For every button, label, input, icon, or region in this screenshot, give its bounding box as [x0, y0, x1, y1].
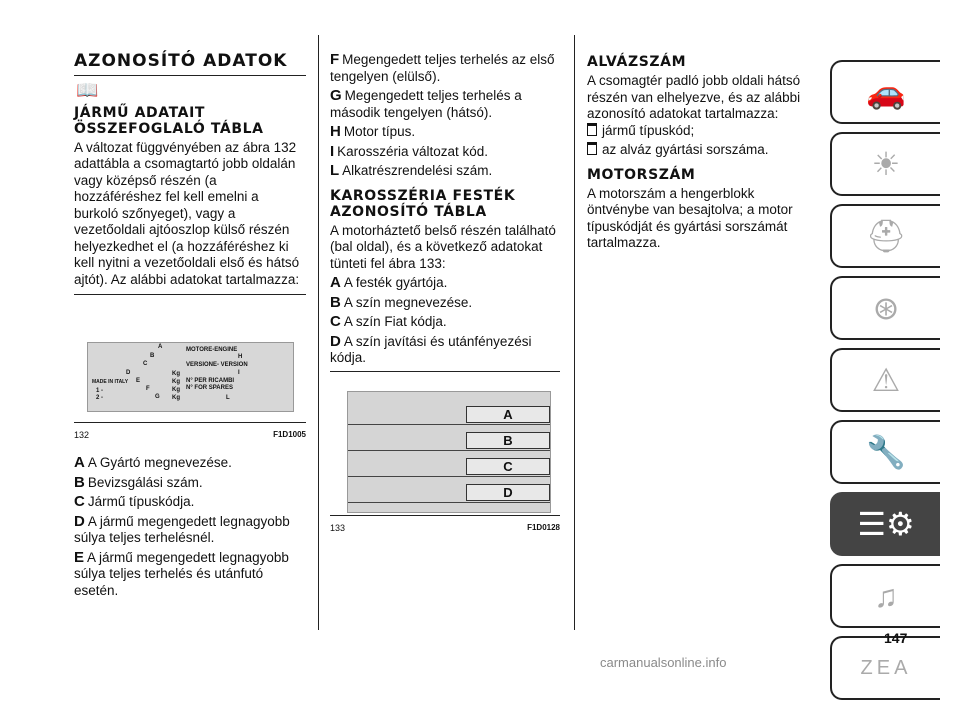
- paint-data-plate: [347, 391, 551, 513]
- vehicle-data-plate: [87, 342, 294, 412]
- page-number: 147: [884, 630, 908, 646]
- figure-rule: [74, 294, 306, 295]
- plate-made-in: MADE IN ITALY: [92, 379, 129, 385]
- dashboard-lights-icon: ☀: [871, 146, 901, 182]
- legend-text: A szín javítási és utánfényezési kódja.: [330, 333, 532, 365]
- legend-item: [330, 163, 560, 180]
- bullet-item: [587, 142, 817, 159]
- paint-plate-title: KAROSSZÉRIA FESTÉK AZONOSÍTÓ TÁBLA: [330, 187, 516, 220]
- chassis-text: A csomagtér padló jobb oldali hátsó részén van elhelyezve, és az alábbi azonosító adatokat tartalmazza:: [587, 73, 801, 121]
- figure-133: [330, 371, 560, 531]
- plate-letter-b: B: [150, 353, 155, 359]
- legend-key: L: [330, 162, 340, 179]
- plate-kg-1: Kg: [172, 371, 180, 377]
- plate-legend: [74, 455, 306, 599]
- plate-kg-3: Kg: [172, 387, 180, 393]
- legend-key: B: [330, 293, 341, 311]
- plate-letter-e: E: [136, 378, 141, 384]
- plate-kg-4: Kg: [172, 395, 180, 401]
- bullet-icon: [587, 123, 597, 136]
- plate-letter-h: H: [238, 354, 243, 360]
- subsection-title: JÁRMŰ ADATAIT ÖSSZEFOGLALÓ TÁBLA: [74, 104, 264, 137]
- legend-text: Megengedett teljes terhelés a második tengelyen (hátsó).: [330, 88, 522, 120]
- figure-caption: [74, 427, 306, 444]
- legend-item: [74, 514, 306, 547]
- paint-box-d: D: [466, 484, 550, 501]
- legend-item: [330, 124, 560, 141]
- figure-caption-rule: [74, 422, 306, 423]
- legend-item: [74, 494, 306, 511]
- intro-text: A változat függvényében az ábra 132 adattábla a csomagtartó jobb oldalán vagy középső részén (a hozzáféréshez fel kell emelni a burkoló szőnyeget), vagy a vezetőoldali ajtóoszlop külső részén helyezkedhet el (a hozzáféréshez ki kell nyitni a vezetőoldali első és hátsó ajtót). Az alábbi adatokat tartalmazza:: [74, 139, 300, 287]
- bullet-text: az alváz gyártási sorszáma.: [602, 142, 769, 157]
- tab-dashboard[interactable]: [830, 132, 940, 196]
- legend-key: H: [330, 123, 341, 140]
- plate-line: [348, 502, 550, 503]
- figure-code: F1D0128: [527, 522, 560, 532]
- technical-data-icon: ☰⚙: [857, 506, 915, 542]
- legend-key: D: [330, 332, 341, 350]
- legend-item: [330, 144, 560, 161]
- column-separator: [318, 35, 319, 630]
- chapter-tabs: [830, 60, 940, 708]
- plate-letter-l: L: [226, 395, 230, 401]
- bullet-icon: [587, 142, 597, 155]
- plate-letter-g: G: [155, 394, 160, 400]
- legend-item: [330, 295, 560, 312]
- legend-key: C: [330, 313, 341, 330]
- column-separator: [574, 35, 575, 630]
- tab-driving[interactable]: [830, 276, 940, 340]
- legend-item: [330, 314, 560, 331]
- chassis-number-title: ALVÁZSZÁM: [587, 54, 687, 70]
- section-title: AZONOSÍTÓ ADATOK: [74, 51, 288, 71]
- steering-wheel-icon: ⊛: [872, 290, 900, 326]
- legend-key: F: [330, 51, 340, 68]
- legend-item: [330, 52, 560, 85]
- column-3: [587, 52, 817, 252]
- legend-key: I: [330, 142, 335, 160]
- legend-item: [330, 88, 560, 121]
- tab-multimedia[interactable]: [830, 564, 940, 628]
- engine-text: A motorszám a hengerblokk öntvénybe van besajtolva; a motor típuskódját és gyártási sorszámát tartalmazza.: [587, 185, 793, 250]
- plate-row-1: 1 -: [96, 388, 104, 394]
- plate-letter-c: C: [143, 361, 148, 367]
- legend-text: Motor típus.: [343, 124, 416, 139]
- column-1: [74, 52, 306, 602]
- legend-text: A Gyártó megnevezése.: [87, 455, 232, 470]
- legend-text: A szín Fiat kódja.: [343, 314, 447, 329]
- figure-caption-rule: [330, 515, 560, 516]
- plate-spares: N° FOR SPARES: [186, 385, 233, 391]
- legend-text: Jármű típuskódja.: [87, 494, 195, 509]
- legend-key: B: [74, 473, 85, 491]
- paint-box-a: A: [466, 406, 550, 423]
- legend-key: D: [74, 512, 85, 530]
- car-info-icon: 🚗: [866, 74, 906, 110]
- plate-line: [348, 476, 550, 477]
- paint-intro-text: A motorháztető belső részén található (bal oldal), és a következő adatokat tünteti fel ábra 133:: [330, 222, 556, 271]
- legend-text: Megengedett teljes terhelés az első tengelyen (elülső).: [330, 52, 555, 84]
- index-icon: ZEA: [860, 656, 912, 679]
- legend-text: Bevizsgálási szám.: [87, 474, 203, 490]
- legend-item: [74, 550, 306, 600]
- seatbelt-airbag-icon: ⛑: [865, 218, 907, 254]
- bullet-item: [587, 123, 817, 140]
- tab-safety[interactable]: [830, 204, 940, 268]
- legend-key: A: [330, 274, 341, 291]
- bullet-text: jármű típuskód;: [602, 122, 695, 138]
- tab-technical-data[interactable]: [830, 492, 940, 556]
- plate-letter-a: A: [158, 344, 163, 350]
- legend-item: [74, 455, 306, 472]
- legend-item: [330, 275, 560, 292]
- multimedia-icon: ♫: [874, 577, 898, 614]
- plate-versione: VERSIONE- VERSION: [186, 362, 248, 368]
- legend-key: C: [74, 493, 85, 510]
- figure-132: [74, 294, 306, 439]
- legend-text: Karosszéria változat kód.: [337, 143, 488, 159]
- legend-text: A szín megnevezése.: [343, 294, 473, 310]
- plate-letter-d: D: [126, 370, 131, 376]
- tab-car-info[interactable]: [830, 60, 940, 124]
- legend-key: E: [74, 548, 85, 566]
- plate-ricambi: N° PER RICAMBI: [186, 378, 235, 384]
- legend-text: A festék gyártója.: [343, 275, 448, 290]
- legend-item: [330, 334, 560, 367]
- plate-motore: MOTORE-ENGINE: [186, 347, 238, 353]
- plate-letter-i: I: [238, 370, 240, 376]
- plate-row-2: 2 -: [96, 395, 104, 401]
- emergency-icon: ⚠: [871, 362, 901, 398]
- manual-reference-icon: 📖: [76, 80, 99, 100]
- engine-number-title: MOTORSZÁM: [587, 166, 696, 183]
- tab-emergency[interactable]: [830, 348, 940, 412]
- legend-text: A jármű megengedett legnagyobb súlya teljes terhelésnél.: [74, 513, 290, 545]
- legend-text: A jármű megengedett legnagyobb súlya teljes terhelés és utánfutó esetén.: [74, 549, 289, 598]
- figure-caption: [330, 520, 560, 537]
- plate-line: [348, 424, 550, 425]
- paint-box-c: C: [466, 458, 550, 475]
- legend-key: A: [74, 454, 85, 471]
- paint-box-b: B: [466, 432, 550, 449]
- title-rule: [74, 75, 306, 76]
- legend-key: G: [330, 87, 342, 104]
- plate-line: [348, 450, 550, 451]
- figure-code: F1D1005: [273, 430, 306, 439]
- maintenance-icon: 🔧: [866, 434, 906, 470]
- legend-item: [74, 475, 306, 492]
- figure-number: 133: [330, 522, 346, 533]
- column-2: [330, 52, 560, 531]
- figure-rule: [330, 371, 560, 372]
- plate-letter-f: F: [146, 386, 150, 392]
- tab-maintenance[interactable]: [830, 420, 940, 484]
- plate-kg-2: Kg: [172, 379, 180, 385]
- footer-watermark: carmanualsonline.info: [600, 655, 727, 670]
- figure-number: 132: [74, 430, 90, 440]
- legend-text: Alkatrészrendelési szám.: [342, 163, 493, 178]
